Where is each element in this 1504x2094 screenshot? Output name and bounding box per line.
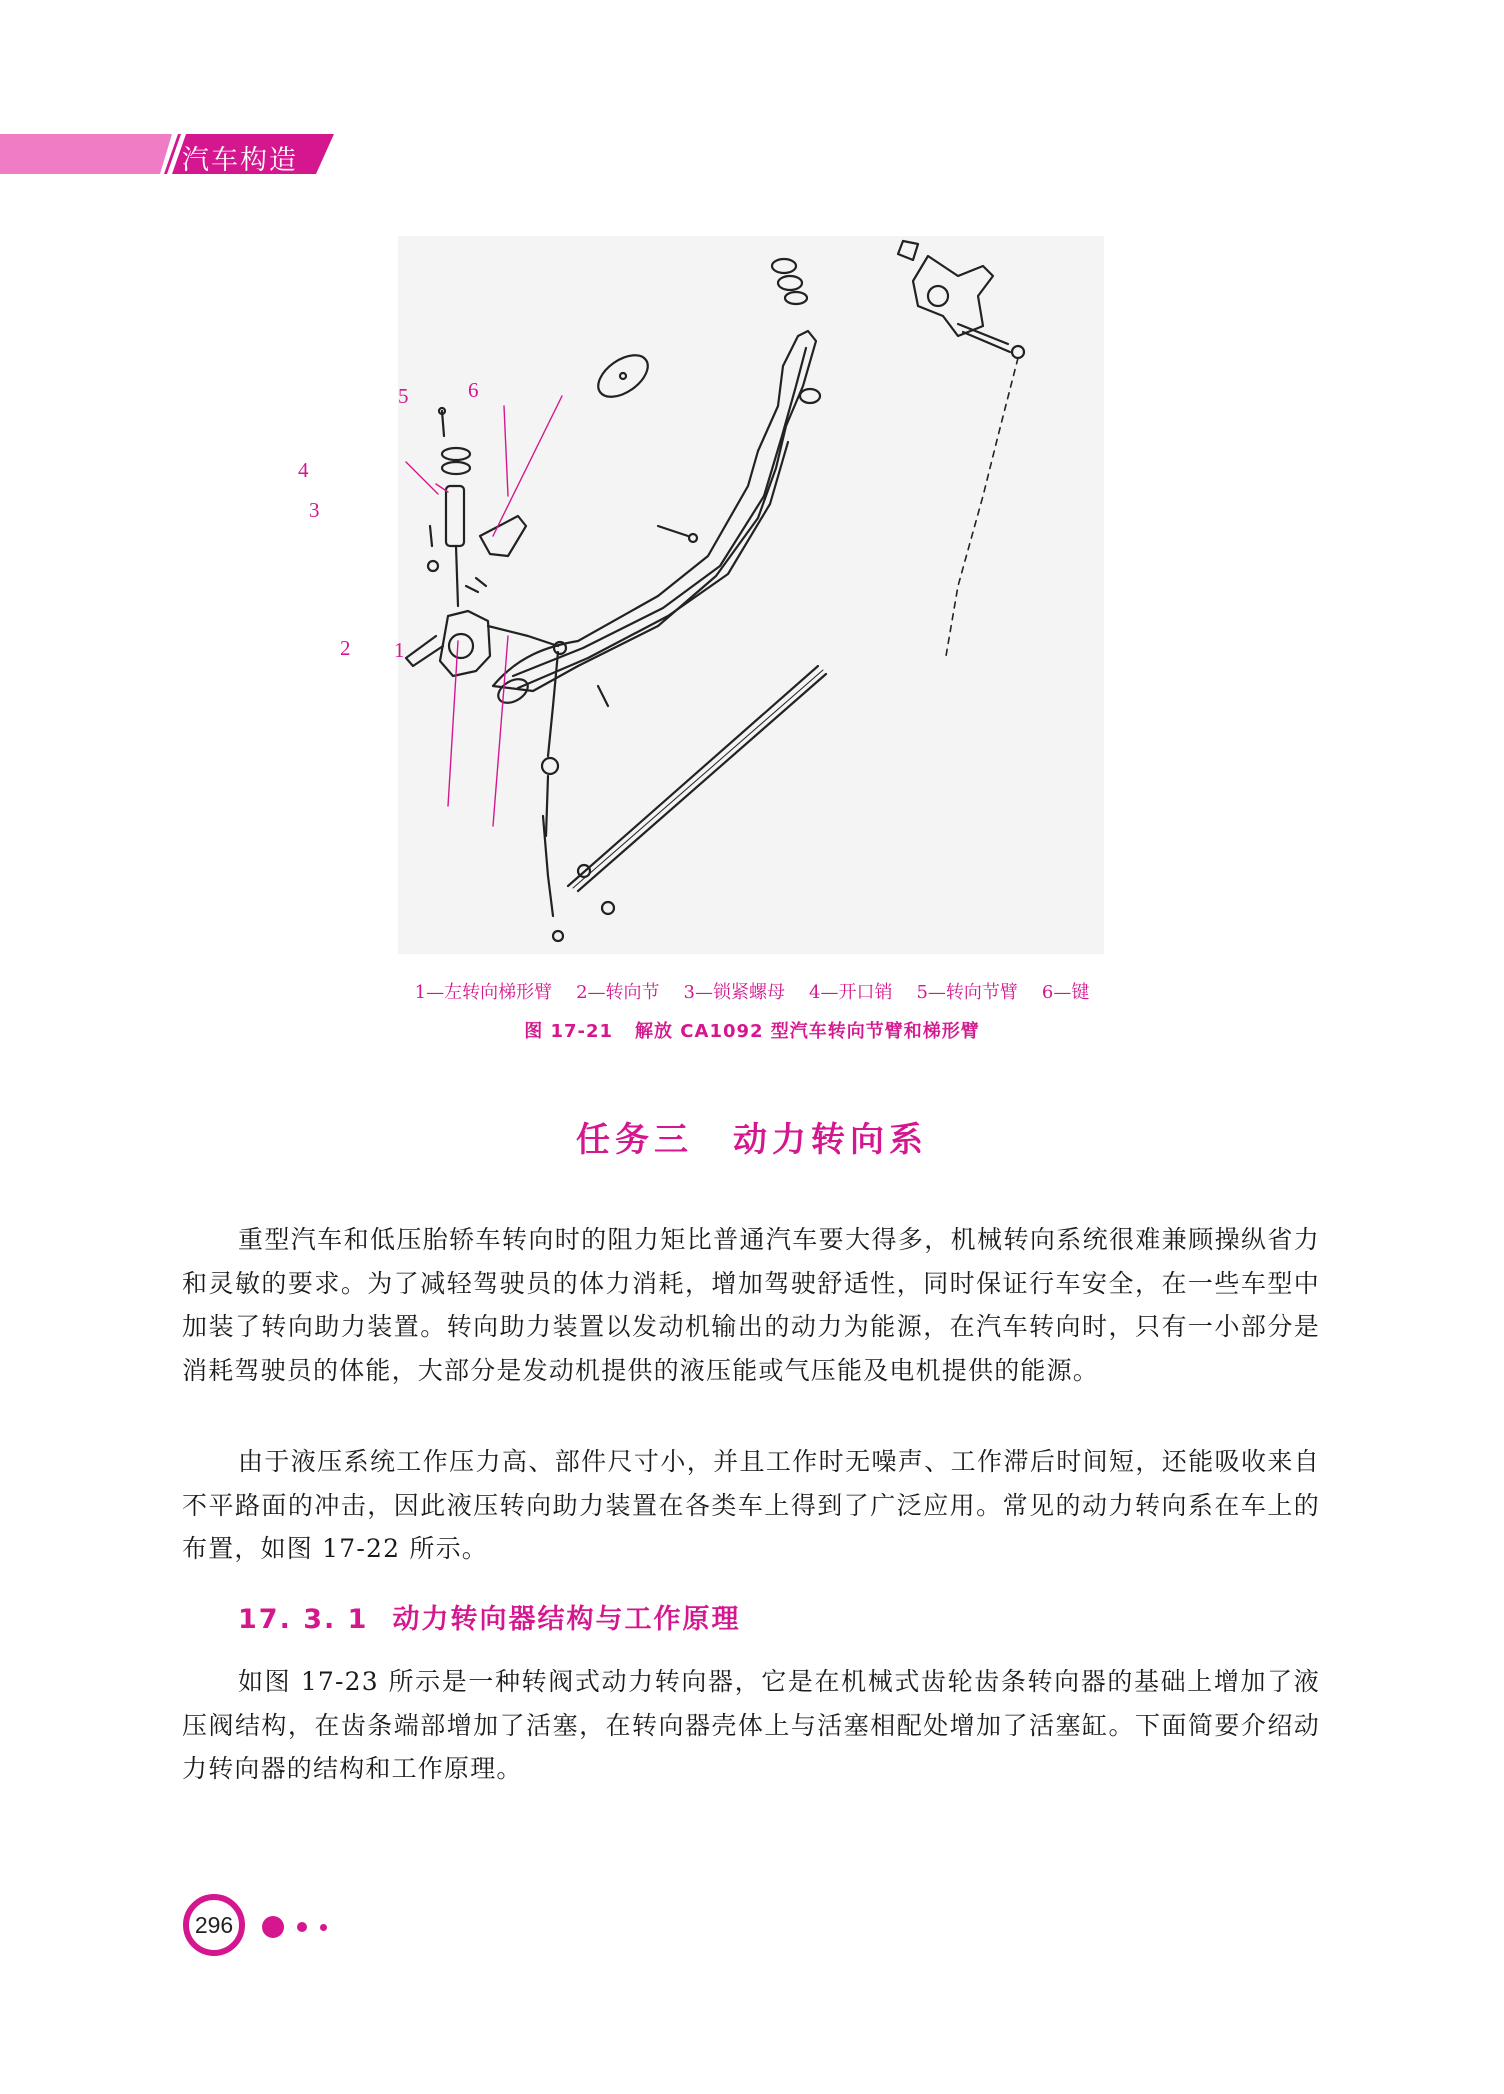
linkage-drawing <box>398 236 1104 954</box>
book-title: 汽车构造 <box>182 145 298 176</box>
callout-3: 3 <box>309 498 320 522</box>
body-paragraph-3: 如图 17-23 所示是一种转阀式动力转向器，它是在机械式齿轮齿条转向器的基础上增加了液压阀结构，在齿条端部增加了活塞，在转向器壳体上与活塞相配处增加了活塞缸。下面简要介绍动力转向器的结构和工作原理。 <box>182 1667 1320 1784</box>
callout-6: 6 <box>468 378 479 402</box>
legend-item: 1—左转向梯形臂 <box>414 982 553 1003</box>
figure-caption <box>0 1017 1504 1043</box>
legend-item: 4—开口销 <box>809 982 893 1003</box>
callout-1: 1 <box>394 638 405 662</box>
decor-dot-small <box>320 1924 327 1931</box>
subsection-number: 17. 3. 1 <box>238 1604 369 1635</box>
header-banner <box>0 134 340 174</box>
body-paragraph-1: 重型汽车和低压胎轿车转向时的阻力矩比普通汽车要大得多，机械转向系统很难兼顾操纵省力和灵敏的要求。为了减轻驾驶员的体力消耗，增加驾驶舒适性，同时保证行车安全，在一些车型中加装了转向助力装置。转向助力装置以发动机输出的动力为能源，在汽车转向时，只有一小部分是消耗驾驶员的体能，大部分是发动机提供的液压能或气压能及电机提供的能源。 <box>182 1225 1320 1385</box>
legend-item: 3—锁紧螺母 <box>683 982 785 1003</box>
decor-dot-large <box>262 1916 284 1938</box>
legend-item: 6—键 <box>1041 982 1090 1003</box>
subsection-title: 动力转向器结构与工作原理 <box>392 1604 741 1635</box>
section-heading <box>0 1112 1504 1161</box>
legend-item: 2—转向节 <box>576 982 660 1003</box>
figure-number: 图 17-21 <box>524 1021 614 1042</box>
callout-2: 2 <box>340 636 351 660</box>
section-title: 动力转向系 <box>733 1120 928 1160</box>
callout-4: 4 <box>298 458 309 482</box>
subsection-heading <box>238 1597 740 1636</box>
body-paragraph-2: 由于液压系统工作压力高、部件尺寸小，并且工作时无噪声、工作滞后时间短，还能吸收来自不平路面的冲击，因此液压转向助力装置在各类车上得到了广泛应用。常见的动力转向系在车上的布置，如图 17-22 所示。 <box>182 1447 1320 1564</box>
page-number: 296 <box>183 1894 245 1956</box>
figure-legend <box>0 978 1504 1004</box>
decor-dot-medium <box>297 1922 307 1932</box>
callout-5: 5 <box>398 384 409 408</box>
section-label: 任务三 <box>576 1120 693 1160</box>
legend-item: 5—转向节臂 <box>916 982 1018 1003</box>
steering-linkage-figure <box>298 236 1104 954</box>
figure-caption-text: 解放 CA1092 型汽车转向节臂和梯形臂 <box>635 1021 980 1042</box>
